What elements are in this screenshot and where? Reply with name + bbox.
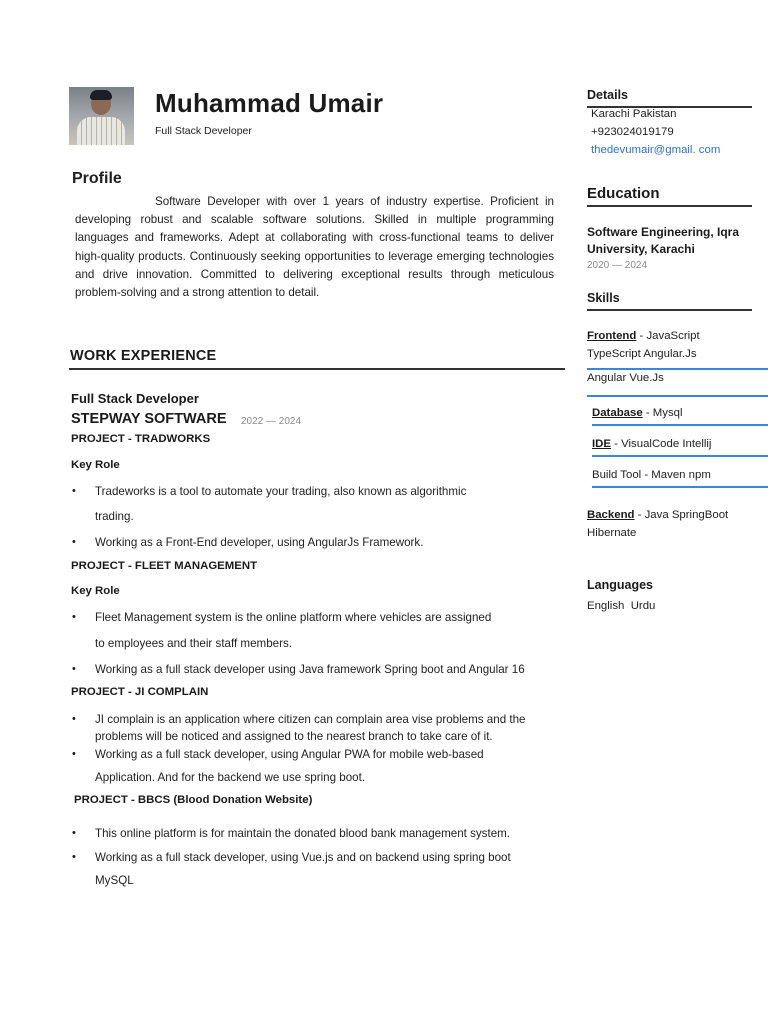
bullet-text-continued: trading. bbox=[95, 510, 134, 523]
degree-title: Software Engineering, Iqra University, Karachi bbox=[587, 225, 740, 256]
bullet-icon: • bbox=[72, 851, 76, 863]
project-title: PROJECT - FLEET MANAGEMENT bbox=[71, 560, 258, 572]
project-title: PROJECT - TRADWORKS bbox=[71, 433, 211, 445]
skill-ide bbox=[592, 438, 711, 450]
work-experience-heading: WORK EXPERIENCE bbox=[70, 348, 217, 364]
bullet-text: Working as a full stack developer using Java framework Spring boot and Angular 16 bbox=[95, 663, 525, 676]
skill-divider bbox=[592, 455, 768, 457]
profile-heading: Profile bbox=[72, 170, 122, 187]
bullet-icon: • bbox=[72, 713, 76, 725]
bullet-icon: • bbox=[72, 536, 76, 548]
skills-divider bbox=[587, 309, 752, 311]
key-role-label: Key Role bbox=[71, 585, 120, 597]
skill-frontend-value: - JavaScript bbox=[636, 330, 700, 342]
skill-frontend bbox=[587, 330, 700, 342]
skill-database-label: Database bbox=[592, 407, 643, 419]
skill-database bbox=[592, 407, 683, 419]
bullet-text: Working as a full stack developer, using Vue.js and on backend using spring boot bbox=[95, 851, 511, 864]
skill-database-value: - Mysql bbox=[642, 407, 683, 419]
location-text: Karachi Pakistan bbox=[591, 108, 677, 120]
key-role-label: Key Role bbox=[71, 459, 120, 471]
skill-backend-value: - Java SpringBoot bbox=[634, 509, 729, 521]
bullet-text: This online platform is for maintain the donated blood bank management system. bbox=[95, 827, 511, 840]
employment-dates: 2022 — 2024 bbox=[241, 416, 302, 427]
skill-divider bbox=[587, 368, 768, 370]
candidate-name: Muhammad Umair bbox=[155, 88, 384, 118]
profile-summary: Software Developer with over 1 years of industry expertise. Proficient in developing robust and scalable software solutions. Skilled in multiple programming languages and frameworks. Adept at collaborating with cross-functional teams to deliver high-quality products. Continuously seeking opportunities to leverage emerging technologies and drive innovation. Committed to delivering exceptional results through meticulous problem-solving and a strong attention to detail. bbox=[75, 195, 554, 300]
skill-divider bbox=[592, 424, 768, 426]
bullet-text-continued: Application. And for the backend we use spring boot. bbox=[95, 771, 366, 784]
project-title: PROJECT - BBCS (Blood Donation Website) bbox=[74, 794, 313, 806]
skills-heading: Skills bbox=[587, 291, 620, 305]
bullet-icon: • bbox=[72, 485, 76, 497]
candidate-title: Full Stack Developer bbox=[155, 125, 252, 137]
company-name: STEPWAY SOFTWARE bbox=[71, 411, 227, 427]
languages-heading: Languages bbox=[587, 578, 653, 592]
bullet-text: Working as a full stack developer, using Angular PWA for mobile web-based bbox=[95, 748, 484, 761]
skill-ide-label: IDE bbox=[592, 438, 611, 450]
bullet-text: Tradeworks is a tool to automate your trading, also known as algorithmic bbox=[95, 485, 467, 498]
bullet-icon: • bbox=[72, 663, 76, 675]
bullet-text-continued: to employees and their staff members. bbox=[95, 637, 292, 650]
bullet-text: Fleet Management system is the online platform where vehicles are assigned bbox=[95, 611, 492, 624]
skill-frontend-line3: Angular Vue.Js bbox=[587, 372, 664, 384]
skill-frontend-line2: TypeScript Angular.Js bbox=[587, 348, 697, 360]
skill-build-tool: Build Tool - Maven npm bbox=[592, 469, 711, 481]
bullet-icon: • bbox=[72, 611, 76, 623]
bullet-icon: • bbox=[72, 827, 76, 839]
skill-frontend-label: Frontend bbox=[587, 330, 637, 342]
education-heading: Education bbox=[587, 185, 660, 202]
project-title: PROJECT - JI COMPLAIN bbox=[71, 686, 209, 698]
education-dates: 2020 — 2024 bbox=[587, 260, 648, 271]
languages-list: English Urdu bbox=[587, 600, 656, 612]
bullet-icon: • bbox=[72, 748, 76, 760]
skill-backend-line2: Hibernate bbox=[587, 527, 637, 539]
email-link[interactable]: thedevumair@gmail. com bbox=[591, 144, 721, 156]
section-divider bbox=[69, 368, 565, 370]
details-heading: Details bbox=[587, 88, 628, 102]
bullet-text-continued: MySQL bbox=[95, 874, 134, 887]
skill-divider bbox=[587, 395, 768, 397]
skill-divider bbox=[592, 486, 768, 488]
skill-backend bbox=[587, 509, 728, 521]
bullet-text: Working as a Front-End developer, using AngularJs Framework. bbox=[95, 536, 424, 549]
phone-text: +923024019179 bbox=[591, 126, 674, 138]
education-divider bbox=[587, 205, 752, 207]
profile-photo bbox=[69, 87, 134, 145]
job-title: Full Stack Developer bbox=[71, 391, 199, 406]
skill-ide-value: - VisualCode Intellij bbox=[611, 438, 712, 450]
skill-backend-label: Backend bbox=[587, 509, 635, 521]
bullet-text-continued: problems will be noticed and assigned to the nearest branch to take care of it. bbox=[95, 730, 493, 743]
bullet-text: JI complain is an application where citizen can complain area vise problems and the bbox=[95, 713, 526, 726]
